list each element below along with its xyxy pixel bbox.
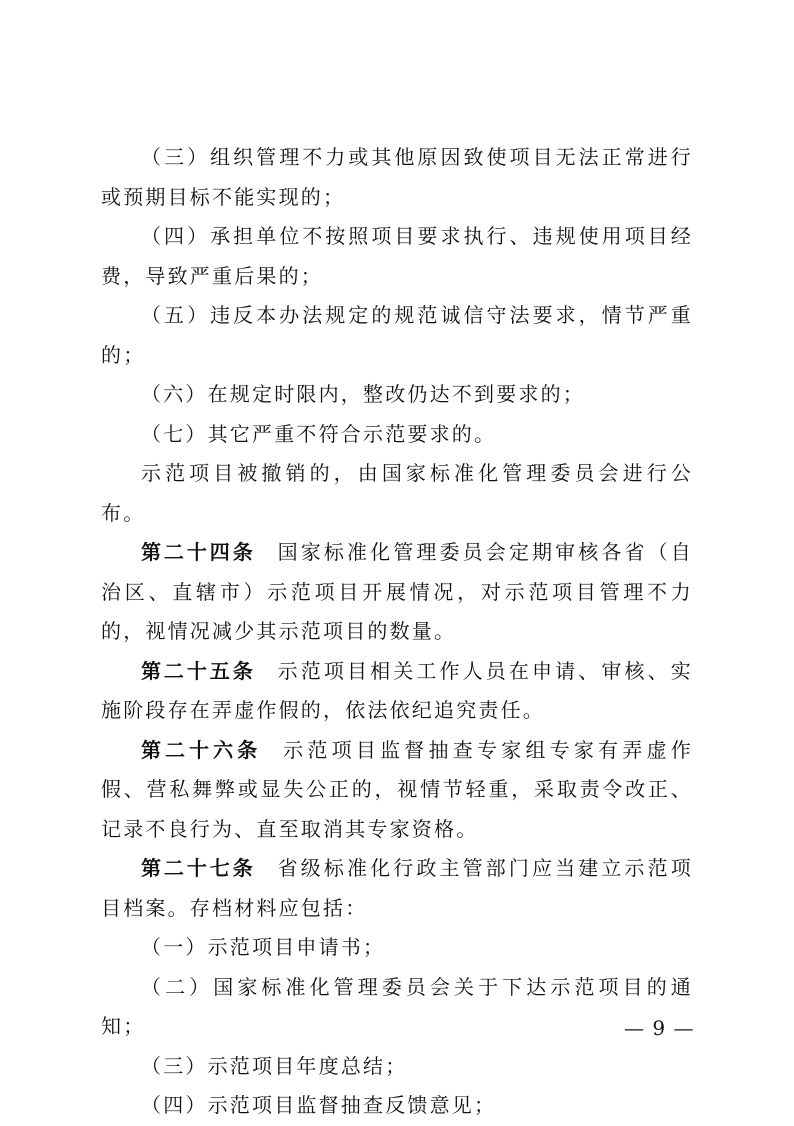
paragraph: （五）违反本办法规定的规范诚信守法要求，情节严重的； xyxy=(101,303,693,367)
paragraph: （三）示范项目年度总结； xyxy=(141,1053,408,1078)
paragraph: （三）组织管理不力或其他原因致使项目无法正常进行或预期目标不能实现的； xyxy=(101,145,693,209)
paragraph: （四）承担单位不按照项目要求执行、违规使用项目经费，导致严重后果的； xyxy=(101,224,693,288)
article-heading: 第二十七条 xyxy=(141,856,256,880)
paragraph: 示范项目被撤销的，由国家标准化管理委员会进行公布。 xyxy=(101,461,693,525)
paragraph: （六）在规定时限内，整改仍达不到要求的； xyxy=(141,382,585,406)
page-number: — 9 — xyxy=(624,1016,695,1040)
article-25: 第二十五条 示范项目相关工作人员在申请、审核、实施阶段存在弄虚作假的，依法依纪追究责任。 xyxy=(101,658,693,722)
paragraph: （一）示范项目申请书； xyxy=(141,935,386,959)
article-heading: 第二十六条 xyxy=(141,737,262,762)
article-24: 第二十四条 国家标准化管理委员会定期审核各省（自治区、直辖市）示范项目开展情况，对示范项目管理不力的，视情况减少其示范项目的数量。 xyxy=(101,540,693,643)
paragraph: （四）示范项目监督抽查反馈意见； xyxy=(141,1093,497,1117)
document-body xyxy=(101,138,693,1126)
article-27: 第二十七条 省级标准化行政主管部门应当建立示范项目档案。存档材料应包括： xyxy=(101,856,693,920)
paragraph: （二）国家标准化管理委员会关于下达示范项目的通知； xyxy=(101,974,693,1038)
article-heading: 第二十五条 xyxy=(141,658,256,683)
article-26: 第二十六条 示范项目监督抽查专家组专家有弄虚作假、营私舞弊或显失公正的，视情节轻重，采取责令改正、记录不良行为、直至取消其专家资格。 xyxy=(101,737,694,841)
paragraph: （七）其它严重不符合示范要求的。 xyxy=(141,421,497,446)
article-heading: 第二十四条 xyxy=(141,540,256,564)
